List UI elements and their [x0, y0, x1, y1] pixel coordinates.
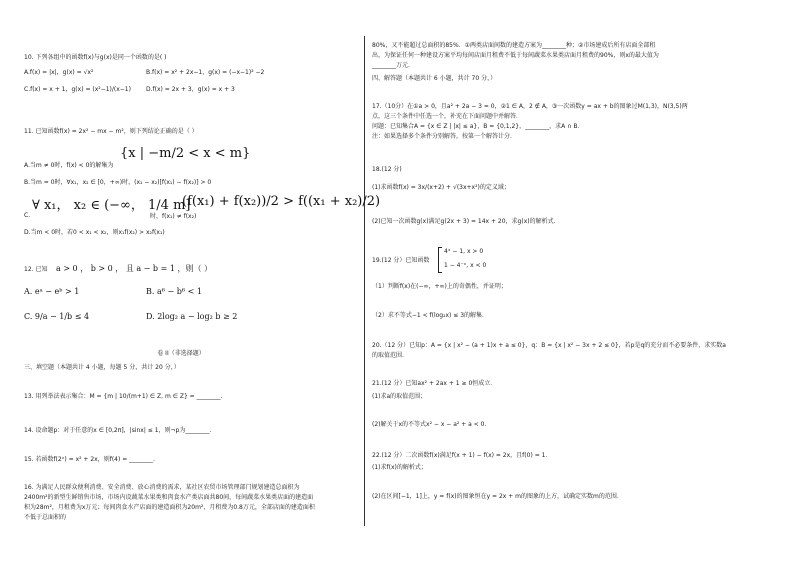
- q12-stem-prefix: 12. 已知: [24, 266, 48, 273]
- q19-piecewise-brace: [438, 247, 442, 273]
- q11-solution-set-formula: {x | −m/2 < x < m}: [120, 146, 251, 161]
- q16-continued-line-3: ________万元．: [372, 62, 415, 69]
- q12-option-c: C. 9/a − 1/b ≤ 4: [24, 312, 90, 321]
- part3-header: 三、填空题（本题共计 4 小题，每题 5 分，共计 20 分，）: [24, 364, 180, 371]
- q18-part-1: (1)求函数f(x) = 3x/(x+2) + √(3x+x²)的定义域；: [372, 184, 510, 191]
- q11-option-c-tail: 时，f(x₁) ≠ f(x₂): [150, 213, 197, 220]
- q22-part-2: (2)在区间[−1，1]上，y = f(x)的图象恒在y = 2x + m的图象的上方，试确定实数m的范围．: [372, 493, 623, 500]
- q16-line-4: 不低于总面积的: [24, 514, 67, 521]
- q10-option-c: C.f(x) = x + 1，g(x) = (x²−1)/(x−1): [24, 86, 131, 93]
- q13: 13. 用列举法表示集合：M = {m | 10/(m+1) ∈ Z, m ∈ Z} = ________.: [24, 393, 223, 400]
- q11-option-a: A.当m ≠ 0时，f(x) < 0的解集为: [24, 162, 114, 169]
- q20-line-1: 20.（12 分）已知p：A = {x | x² − (a + 1)x + a ≤ 0}，q：B = {x | x² − 3x + 2 ≤ 0}，若p是q的充分而不必要条件，求实数a: [372, 342, 726, 349]
- q19-piece-2: 1 − 4⁻ˣ, x < 0: [444, 262, 487, 269]
- q12-stem-formula: a > 0 ， b > 0 ， 且 a − b = 1 ，则（ ）: [56, 264, 213, 273]
- q18-part-2: (2)已知一次函数g(x)满足g(2x + 3) = 14x + 20，求g(x)的解析式．: [372, 218, 560, 225]
- q10-option-b: B.f(x) = x² + 2x−1，g(x) = (−x−1)² −2: [146, 69, 265, 76]
- q21-header: 21.(12 分）已知ax² + 2ax + 1 ≥ 0恒成立．: [372, 380, 497, 387]
- right-column: [366, 0, 786, 562]
- q17-line-3: 问题：已知集合A = {x ∈ Z | |x| ≤ a}，B = {0,1,2}，________，求A ∩ B．: [372, 123, 584, 130]
- q11-option-d: D.当m < 0时，若0 < x₁ < x₂，则x₁f(x₂) > x₂f(x₁): [24, 229, 165, 236]
- q19-part-1: （1）判断f(x)在(−∞，+∞)上的奇偶性，并证明；: [372, 283, 507, 290]
- q19-part-2: （2）求不等式−1 < f(log₂x) ≤ 3的解集．: [372, 312, 489, 319]
- q11-option-c-inequality: (f(x₁) + f(x₂))/2 > f((x₁ + x₂)/2): [182, 194, 381, 209]
- q11-option-c-prefix: C.: [24, 212, 31, 219]
- q12-option-a: A. eᵃ − eᵇ > 1: [24, 287, 80, 296]
- q10-option-d: D.f(x) = 2x + 3，g(x) = x + 3: [146, 86, 235, 93]
- part4-header: 四、解答题（本题共计 6 小题，共计 70 分，）: [372, 75, 497, 82]
- q14: 14. 设命题p：对于任意的x ∈ [0,2π]，|sinx| ≤ 1，则¬p为________.: [24, 427, 212, 434]
- q17-line-4: 注：如果选择多个条件分别解答，按第一个解答计分．: [372, 133, 517, 140]
- q22-part-1: (1)求f(x)的解析式；: [372, 464, 427, 471]
- q12-option-d: D. 2log₂ a − log₂ b ≥ 2: [146, 312, 238, 321]
- section-title-part2: 卷 II（非选择题）: [157, 350, 205, 357]
- q17-line-1: 17.（10分）在①a > 0，且a² + 2a − 3 = 0，②1 ∈ A，2 ∉ A，③一次函数y = ax + b的图象过M(1,3)，N(3,5)两: [372, 103, 688, 110]
- q11-stem: 11. 已知函数f(x) = 2x² − mx − m²，则下列结论正确的是（ ）: [24, 128, 198, 135]
- q10-option-a: A.f(x) = |x|，g(x) = √x²: [24, 69, 94, 76]
- q11-option-b: B.当m = 0时，∀x₁，x₂ ∈ [0，+∞)时，(x₁ − x₂)[f(x₁) − f(x₂)] > 0: [24, 179, 212, 186]
- q16-line-2: 2400m²的新型生鲜销售市场，市场内设蔬菜水果类和肉食水产类店面共80间，每间蔬菜水果类店面的建造面: [24, 494, 314, 501]
- q10-stem: 10. 下列各组中的函数f(x)与g(x)是同一个函数的是( ): [24, 54, 167, 61]
- q19-stem: 19.(12 分）已知函数: [372, 257, 430, 264]
- left-column: [0, 0, 381, 562]
- q17-line-2: 点，这三个条件中任选一个，补充在下面问题中并解答．: [372, 113, 523, 120]
- q15: 15. 若函数f(2ˣ) = x² + 2x，则f(4) = ________.: [24, 456, 156, 463]
- q20-line-2: 的取值范围．: [372, 352, 409, 359]
- q11-option-c-domain: ∀ x₁， x₂ ∈ (−∞， 1/4 m]: [32, 198, 191, 213]
- q21-part-2: (2)解关于x的不等式x² − x − a² + a < 0．: [372, 421, 491, 428]
- q19-piece-1: 4ˣ − 1, x > 0: [444, 248, 484, 255]
- column-divider: [364, 36, 365, 526]
- q16-continued-line-1: 80%，又不能超过总面积的85%．①两类店面间数的建造方案为________种；②市场建成后所有店面全部租: [372, 42, 656, 49]
- q16-line-3: 积为28m²，月租费为x万元；每间肉食水产店面的建造面积为20m²，月租费为0.8万元，全部店面的建造面积: [24, 504, 315, 511]
- q12-option-b: B. a⁶ − b⁶ < 1: [146, 287, 202, 296]
- q18-header: 18.(12 分): [372, 166, 402, 173]
- q22-header: 22.(12 分）二次函数f(x)满足f(x + 1) − f(x) = 2x，且f(0) = 1．: [372, 452, 552, 459]
- q16-line-1: 16. 为满足人民群众便利消费、安全消费、放心消费的需求，某社区农贸市场管理部门规划建造总面积为: [24, 484, 300, 491]
- q16-continued-line-2: 出，为保证任何一种建设方案平均每间店面月租费不低于每间蔬菜水果类店面月租费的90%，则x的最大值为: [372, 52, 659, 59]
- q21-part-1: (1)求a的取值范围；: [372, 393, 427, 400]
